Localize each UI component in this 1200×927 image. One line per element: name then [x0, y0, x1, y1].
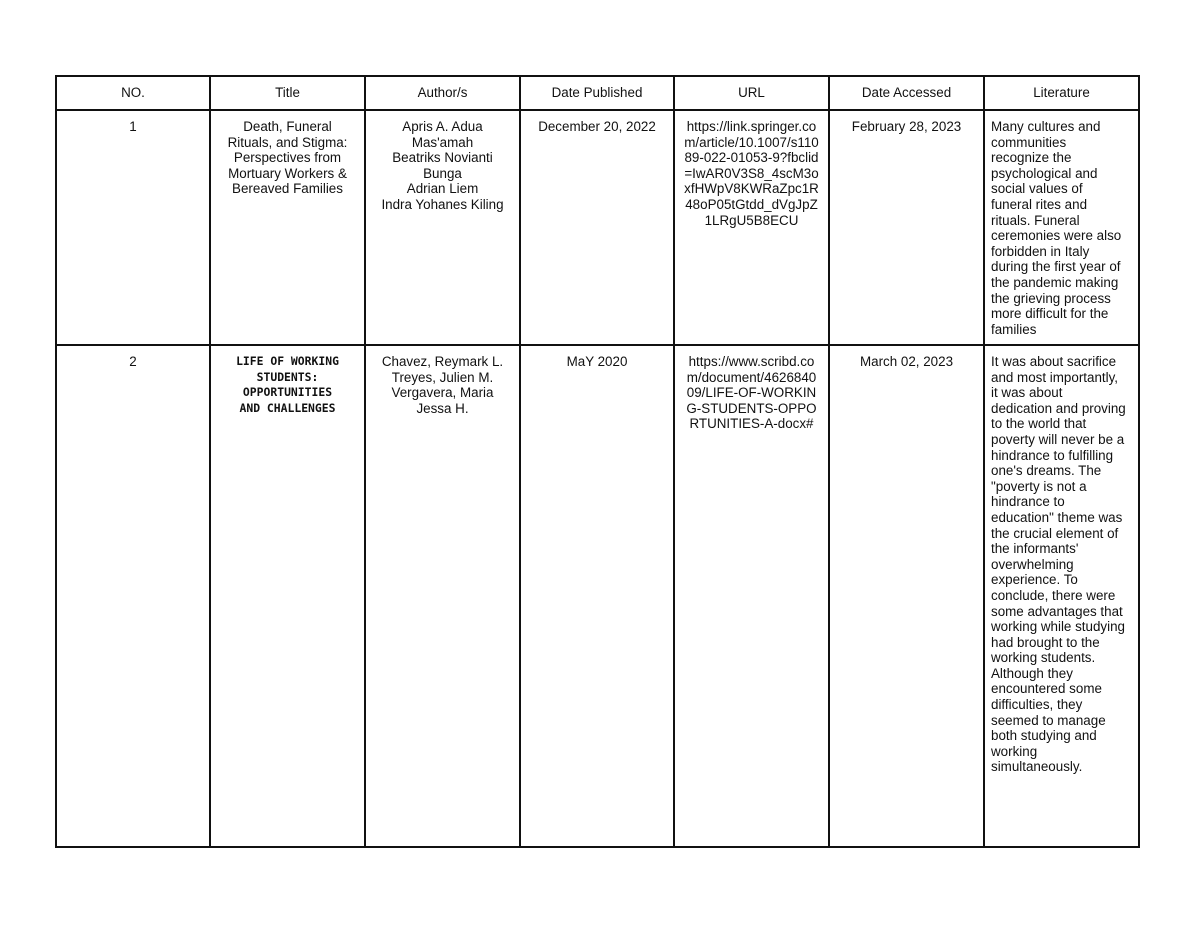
study-authors: Chavez, Reymark L. Treyes, Julien M. Vergavera, Maria Jessa H.: [381, 354, 504, 416]
literature-cell: [984, 110, 1139, 345]
study-authors: Apris A. Adua Mas'amah Beatriks Novianti Bunga Adrian Liem Indra Yohanes Kiling: [381, 119, 504, 212]
date-published: December 20, 2022: [538, 119, 656, 134]
table-row: [56, 110, 1139, 345]
header-url: URL: [674, 76, 829, 110]
study-url[interactable]: https://www.scribd.co m/document/4626840 09/LIFE-OF-WORKIN G-STUDENTS-OPPO RTUNITIES-A-docx#: [686, 354, 817, 432]
header-authors: Author/s: [365, 76, 520, 110]
row-number: 2: [129, 354, 137, 369]
header-date-accessed: Date Accessed: [829, 76, 984, 110]
date-published-cell: [520, 110, 674, 345]
title-cell: [210, 110, 365, 345]
date-accessed-cell: [829, 345, 984, 847]
study-title: LIFE OF WORKING STUDENTS: OPPORTUNITIES AND CHALLENGES: [236, 354, 339, 415]
date-accessed: February 28, 2023: [851, 119, 962, 134]
literature-summary: Many cultures and communities recognize the psychological and social values of funeral rites and rituals. Funeral ceremonies were also forbidden in Italy during the first year of the pandemic making the grieving process more difficult for the families: [991, 119, 1122, 337]
literature-cell: [984, 345, 1139, 847]
url-cell: [674, 345, 829, 847]
study-url[interactable]: https://link.springer.co m/article/10.1007/s110 89-022-01053-9?fbclid =IwAR0V3S8_4scM3o xfHWpV8KWRaZpc1R 48oP05tGtdd_dVgJpZ 1LRgU5B8ECU: [684, 119, 819, 228]
date-published-cell: [520, 345, 674, 847]
table-header-row: [56, 76, 1139, 110]
header-no: NO.: [56, 76, 210, 110]
row-number-cell: [56, 345, 210, 847]
url-cell: [674, 110, 829, 345]
literature-table: [55, 75, 1140, 848]
row-number-cell: [56, 110, 210, 345]
table-row: [56, 345, 1139, 847]
header-literature: Literature: [984, 76, 1139, 110]
authors-cell: [365, 345, 520, 847]
literature-summary: It was about sacrifice and most importantly, it was about dedication and proving to the world that poverty will never be a hindrance to fulfilling one's dreams. The "poverty is not a hindrance to education" theme was the crucial element of the informants' overwhelming experience. To conclude, there were some advantages that working while studying had brought to the working students. Although they encountered some difficulties, they seemed to manage both studying and working simultaneously.: [991, 354, 1126, 775]
authors-cell: [365, 110, 520, 345]
header-date-published: Date Published: [520, 76, 674, 110]
title-cell: [210, 345, 365, 847]
date-accessed-cell: [829, 110, 984, 345]
row-number: 1: [129, 119, 137, 134]
study-title: Death, Funeral Rituals, and Stigma: Perspectives from Mortuary Workers & Bereaved Families: [227, 119, 348, 197]
date-published: MaY 2020: [566, 354, 628, 369]
date-accessed: March 02, 2023: [859, 354, 954, 369]
header-title: Title: [210, 76, 365, 110]
